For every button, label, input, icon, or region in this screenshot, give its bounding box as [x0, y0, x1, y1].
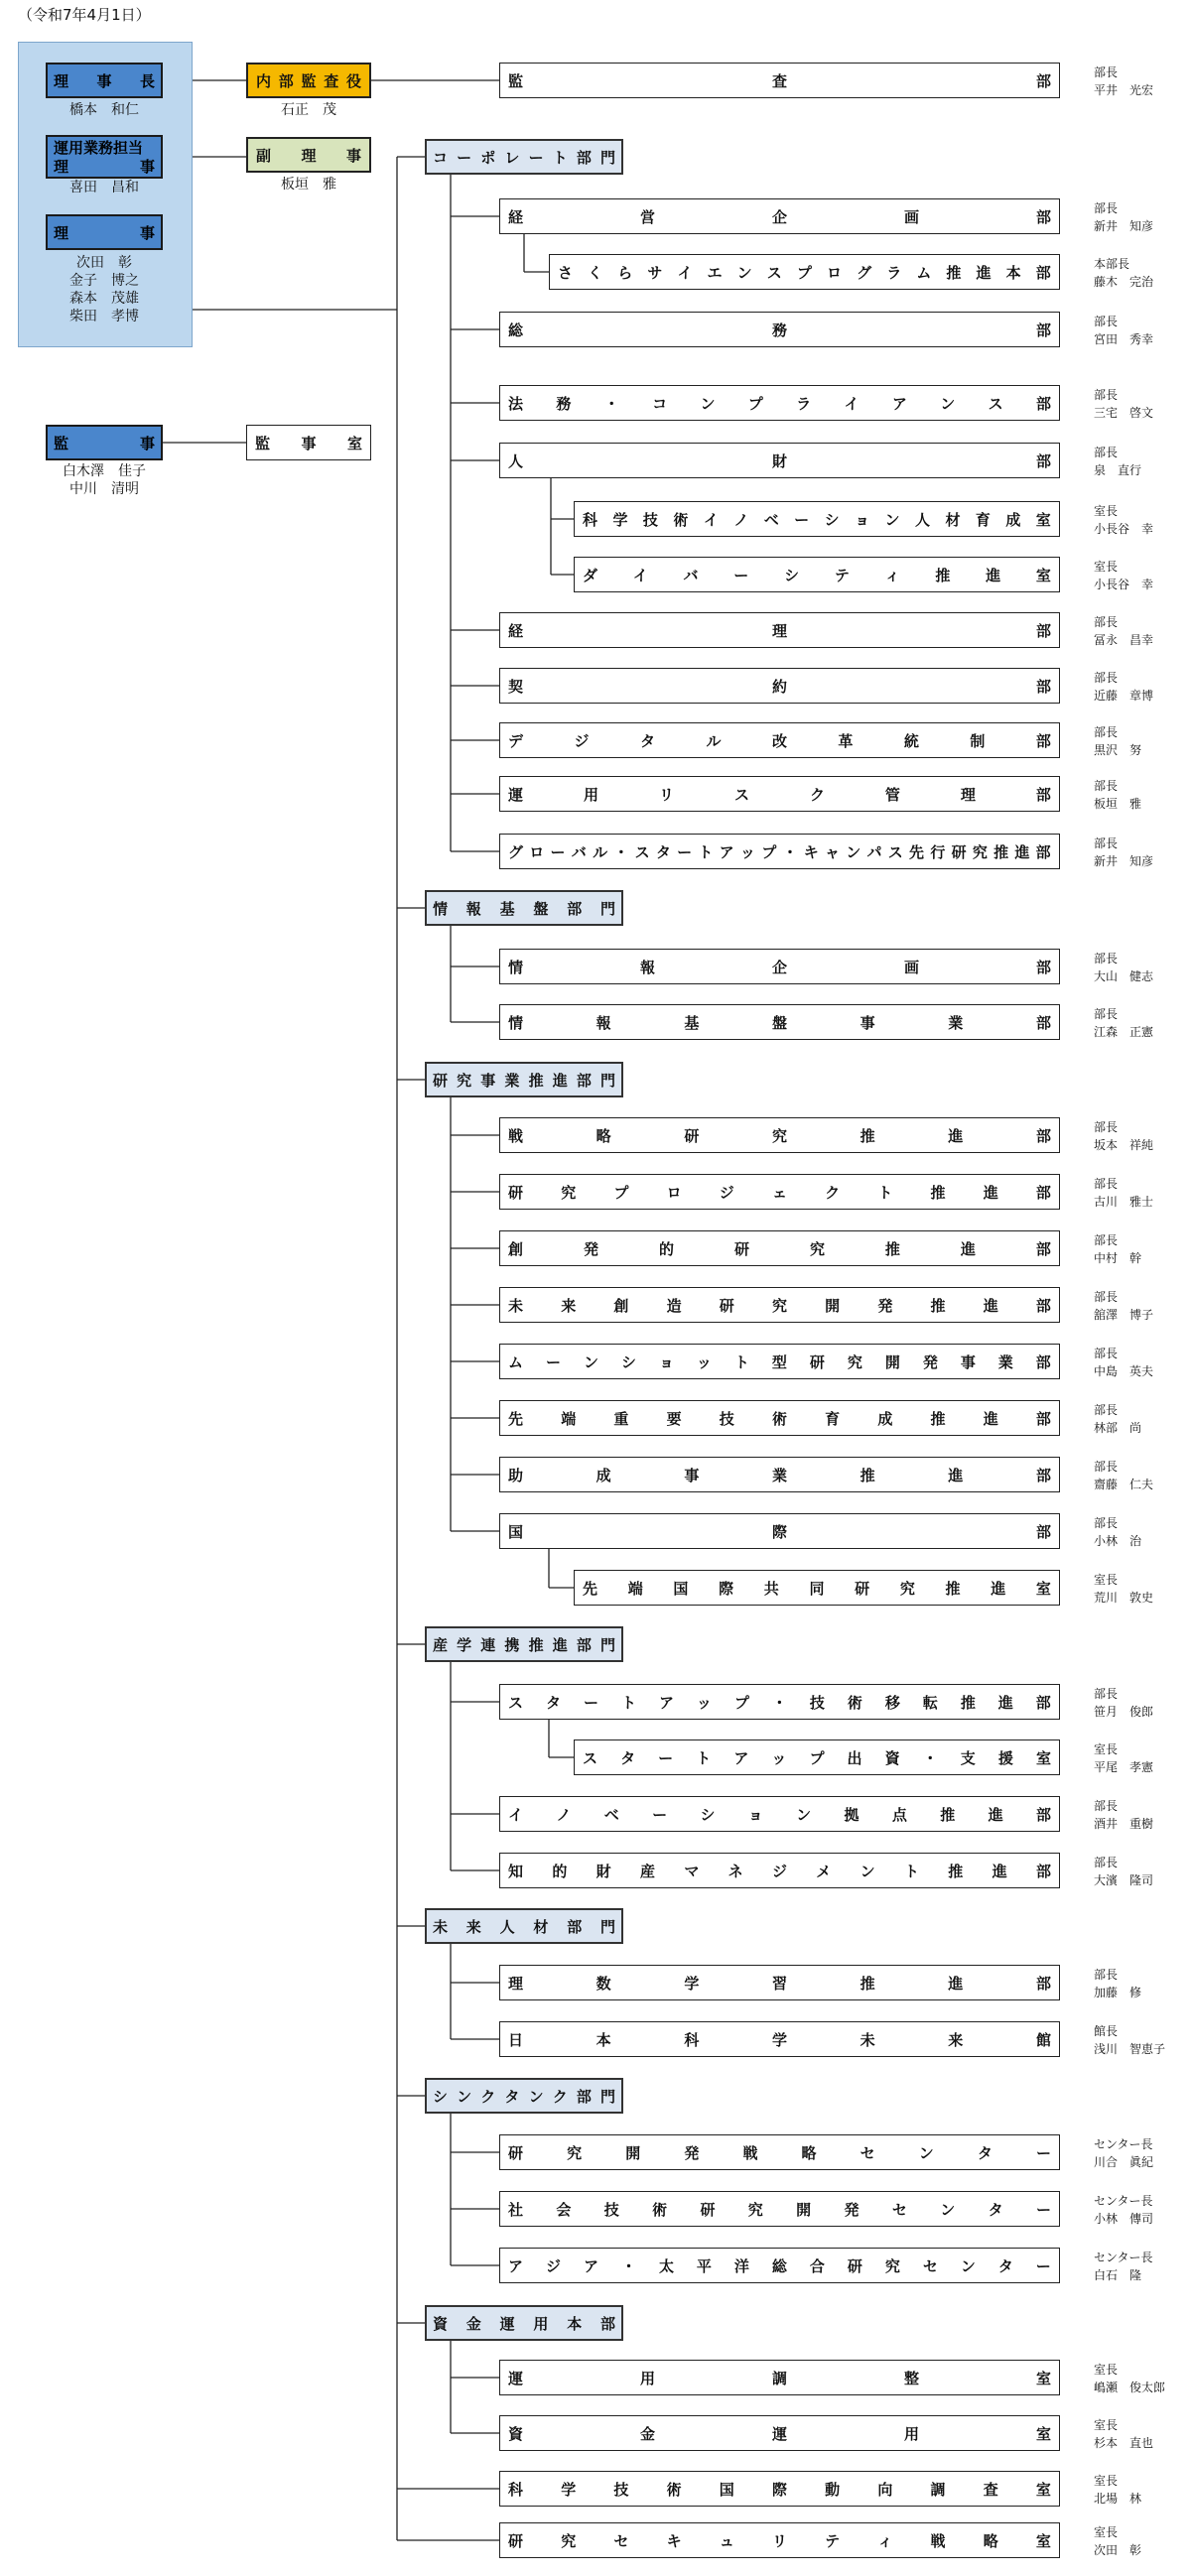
unit-chiteki-role: 部長 — [1094, 1856, 1119, 1869]
unit-mirai-sozo-person: 舘澤 博子 — [1094, 1308, 1154, 1322]
unit-somu — [499, 312, 1060, 347]
unit-sakura — [549, 254, 1060, 290]
unit-risk-head — [1094, 777, 1141, 813]
unit-digital-title: デ ジ タ ル 改 革 統 制 部 — [508, 731, 1051, 750]
unit-sentan-kokusai — [574, 1570, 1060, 1606]
unit-kokusai-doko-role: 室長 — [1094, 2474, 1119, 2488]
unit-global-person: 新井 知彦 — [1094, 854, 1154, 868]
unit-joho-kikaku-head — [1094, 950, 1153, 985]
unit-sentan-kokusai-title: 先 端 国 際 共 同 研 究 推 進 室 — [583, 1579, 1051, 1598]
exec-director-box — [46, 135, 163, 179]
unit-global-head — [1094, 835, 1153, 870]
unit-security-head — [1094, 2523, 1141, 2559]
unit-unyo-chosei — [499, 2360, 1060, 2395]
division-research — [425, 1062, 623, 1097]
division-sangaku-title: 産 学 連 携 推 進 部 門 — [433, 1635, 615, 1654]
unit-startup-shushi-head — [1094, 1740, 1153, 1776]
director-name-2: 金子 博之 — [69, 273, 139, 289]
unit-shikin-unyo — [499, 2415, 1060, 2451]
division-research-title: 研 究 事 業 推 進 部 門 — [433, 1071, 615, 1090]
unit-josei-title: 助 成 事 業 推 進 部 — [508, 1466, 1051, 1484]
unit-risk-title: 運 用 リ ス ク 管 理 部 — [508, 785, 1051, 804]
unit-ristex-person: 小林 傳司 — [1094, 2212, 1154, 2226]
unit-global-role: 部長 — [1094, 837, 1119, 850]
unit-miraikan-role: 館長 — [1094, 2024, 1119, 2038]
unit-kokusai-role: 部長 — [1094, 1516, 1119, 1530]
unit-joho-kikaku-title: 情 報 企 画 部 — [508, 958, 1051, 976]
unit-somu-title: 総 務 部 — [508, 321, 1051, 339]
unit-senryaku — [499, 1117, 1060, 1153]
unit-sentan-head — [1094, 1401, 1141, 1437]
unit-miraikan — [499, 2021, 1060, 2057]
directors-title: 理 事 — [54, 223, 155, 242]
unit-kokusai — [499, 1513, 1060, 1549]
unit-kokusai-doko-head — [1094, 2472, 1141, 2508]
unit-somu-role: 部長 — [1094, 315, 1119, 328]
unit-sohatsu-role: 部長 — [1094, 1233, 1119, 1247]
unit-jinzai-role: 部長 — [1094, 446, 1119, 459]
unit-kokusai-title: 国 際 部 — [508, 1522, 1051, 1541]
unit-ristex-head — [1094, 2192, 1153, 2228]
unit-startup-title: ス タ ー ト ア ッ プ ・ 技 術 移 転 推 進 部 — [508, 1693, 1051, 1712]
unit-risu-role: 部長 — [1094, 1968, 1119, 1982]
unit-keiyaku-role: 部長 — [1094, 671, 1119, 685]
unit-miraikan-head — [1094, 2022, 1165, 2058]
unit-homu — [499, 385, 1060, 421]
division-info — [425, 890, 623, 926]
unit-moonshot — [499, 1344, 1060, 1379]
unit-digital-role: 部長 — [1094, 725, 1119, 739]
unit-crds — [499, 2134, 1060, 2170]
unit-risu-head — [1094, 1966, 1141, 2001]
unit-joho-kiban-person: 江森 正憲 — [1094, 1025, 1154, 1039]
unit-innovation-person: 酒井 重樹 — [1094, 1817, 1154, 1831]
unit-moonshot-person: 中島 英夫 — [1094, 1364, 1154, 1378]
unit-josei-role: 部長 — [1094, 1460, 1119, 1474]
unit-crds-head — [1094, 2135, 1153, 2171]
unit-innovation-role: 部長 — [1094, 1799, 1119, 1813]
unit-joho-kiban-title: 情 報 基 盤 事 業 部 — [508, 1013, 1051, 1032]
unit-sentan-person: 林部 尚 — [1094, 1421, 1142, 1435]
unit-project-role: 部長 — [1094, 1177, 1119, 1191]
unit-sentan-kokusai-role: 室長 — [1094, 1573, 1119, 1587]
unit-josei — [499, 1457, 1060, 1492]
unit-ristex-title: 社 会 技 術 研 究 開 発 セ ン タ ー — [508, 2200, 1051, 2219]
unit-sohatsu — [499, 1230, 1060, 1266]
unit-startup-shushi-person: 平尾 孝憲 — [1094, 1760, 1154, 1774]
audit-office-title: 監 事 室 — [255, 434, 362, 452]
unit-digital-person: 黒沢 努 — [1094, 743, 1142, 757]
unit-sohatsu-person: 中村 幹 — [1094, 1251, 1142, 1265]
unit-keiei-title: 経 営 企 画 部 — [508, 207, 1051, 226]
unit-diversity-title: ダ イ バ ー シ テ ィ 推 進 室 — [583, 566, 1051, 584]
unit-homu-role: 部長 — [1094, 388, 1119, 402]
unit-sohatsu-head — [1094, 1231, 1141, 1267]
unit-startup-role: 部長 — [1094, 1687, 1119, 1701]
division-fund-title: 資 金 運 用 本 部 — [433, 2314, 615, 2333]
unit-innovation-title: イ ノ ベ ー シ ョ ン 拠 点 推 進 部 — [508, 1805, 1051, 1824]
unit-unyo-chosei-head — [1094, 2361, 1165, 2396]
audit-office-box — [246, 425, 371, 460]
unit-kagaku-jinzai-role: 室長 — [1094, 504, 1119, 518]
auditors-box — [46, 425, 163, 460]
unit-risk-person: 板垣 雅 — [1094, 797, 1142, 811]
unit-senryaku-head — [1094, 1118, 1153, 1154]
audit-dept-role: 部長 — [1094, 65, 1119, 79]
unit-joho-kiban-role: 部長 — [1094, 1007, 1119, 1021]
unit-homu-title: 法 務 ・ コ ン プ ラ イ ア ン ス 部 — [508, 394, 1051, 413]
unit-kagaku-jinzai-person: 小長谷 幸 — [1094, 522, 1154, 536]
unit-sakura-title: さ く ら サ イ エ ン ス プ ロ グ ラ ム 推 進 本 部 — [558, 263, 1051, 282]
internal-auditor-box — [246, 63, 371, 98]
unit-senryaku-role: 部長 — [1094, 1120, 1119, 1134]
unit-security-role: 室長 — [1094, 2525, 1119, 2539]
unit-moonshot-title: ム ー ン シ ョ ッ ト 型 研 究 開 発 事 業 部 — [508, 1352, 1051, 1371]
unit-keiei-person: 新井 知彦 — [1094, 219, 1154, 233]
unit-security — [499, 2522, 1060, 2558]
unit-project-person: 古川 雅士 — [1094, 1195, 1154, 1209]
internal-auditor-title: 内 部 監 査 役 — [256, 71, 361, 90]
unit-kokusai-doko — [499, 2471, 1060, 2507]
president-box — [46, 63, 163, 98]
unit-joho-kiban-head — [1094, 1005, 1153, 1041]
unit-sakura-role: 本部長 — [1094, 257, 1130, 271]
auditor-name-1: 白木澤 佳子 — [63, 463, 146, 479]
unit-shikin-unyo-title: 資 金 運 用 室 — [508, 2424, 1051, 2443]
unit-project — [499, 1174, 1060, 1210]
unit-somu-person: 宮田 秀幸 — [1094, 332, 1154, 346]
unit-security-person: 次田 彰 — [1094, 2543, 1142, 2557]
unit-senryaku-person: 坂本 祥純 — [1094, 1138, 1154, 1152]
unit-jinzai — [499, 443, 1060, 478]
unit-sakura-person: 藤木 完治 — [1094, 275, 1154, 289]
unit-sentan-title: 先 端 重 要 技 術 育 成 推 進 部 — [508, 1409, 1051, 1428]
division-sangaku — [425, 1626, 623, 1662]
unit-startup-person: 笹月 俊郎 — [1094, 1705, 1154, 1719]
unit-keiyaku-head — [1094, 669, 1153, 705]
exec-director-title-line1: 運用業務担当 — [54, 139, 144, 157]
unit-project-head — [1094, 1175, 1153, 1211]
unit-chiteki-person: 大濱 隆司 — [1094, 1873, 1154, 1887]
unit-apru — [499, 2248, 1060, 2283]
unit-crds-person: 川合 眞紀 — [1094, 2155, 1154, 2169]
unit-mirai-sozo-title: 未 来 創 造 研 究 開 発 推 進 部 — [508, 1296, 1051, 1315]
unit-diversity-person: 小長谷 幸 — [1094, 578, 1154, 591]
unit-keiei — [499, 198, 1060, 234]
unit-chiteki-title: 知 的 財 産 マ ネ ジ メ ン ト 推 進 部 — [508, 1862, 1051, 1880]
unit-kokusai-person: 小林 治 — [1094, 1534, 1142, 1548]
unit-josei-person: 齋藤 仁夫 — [1094, 1478, 1154, 1491]
unit-unyo-chosei-role: 室長 — [1094, 2363, 1119, 2377]
vice-president-name: 板垣 雅 — [281, 177, 336, 193]
unit-shikin-unyo-role: 室長 — [1094, 2418, 1119, 2432]
unit-shikin-unyo-head — [1094, 2416, 1153, 2452]
unit-jinzai-person: 泉 直行 — [1094, 463, 1142, 477]
unit-ristex — [499, 2191, 1060, 2227]
unit-risk — [499, 776, 1060, 812]
division-corporate — [425, 139, 623, 175]
unit-ristex-role: センター長 — [1094, 2194, 1153, 2208]
unit-keiri-title: 経 理 部 — [508, 621, 1051, 640]
vice-president-title: 副 理 事 — [256, 146, 361, 165]
unit-apru-person: 白石 隆 — [1094, 2268, 1142, 2282]
unit-kokusai-doko-title: 科 学 技 術 国 際 動 向 調 査 室 — [508, 2480, 1051, 2499]
unit-innovation-head — [1094, 1797, 1153, 1833]
unit-project-title: 研 究 プ ロ ジ ェ ク ト 推 進 部 — [508, 1183, 1051, 1202]
unit-apru-role: センター長 — [1094, 2251, 1153, 2264]
unit-joho-kikaku-role: 部長 — [1094, 952, 1119, 966]
unit-keiei-role: 部長 — [1094, 201, 1119, 215]
unit-keiyaku-person: 近藤 章博 — [1094, 689, 1154, 703]
unit-sakura-head — [1094, 255, 1153, 291]
unit-risu — [499, 1965, 1060, 2000]
director-name-1: 次田 彰 — [76, 255, 132, 271]
unit-joho-kiban — [499, 1004, 1060, 1040]
unit-homu-person: 三宅 啓文 — [1094, 406, 1154, 420]
audit-dept-box — [499, 63, 1060, 98]
unit-somu-head — [1094, 313, 1153, 348]
president-name: 橋本 和仁 — [69, 102, 139, 118]
unit-joho-kikaku-person: 大山 健志 — [1094, 969, 1154, 983]
unit-startup-shushi — [574, 1739, 1060, 1775]
division-info-title: 情 報 基 盤 部 門 — [433, 899, 615, 918]
division-mirai-jinzai-title: 未 来 人 材 部 門 — [433, 1917, 615, 1936]
unit-global — [499, 834, 1060, 869]
effective-date: （令和7年4月1日） — [18, 6, 151, 24]
unit-jinzai-head — [1094, 444, 1141, 479]
unit-security-title: 研 究 セ キ ュ リ テ ィ 戦 略 室 — [508, 2531, 1051, 2550]
unit-keiri-person: 冨永 昌幸 — [1094, 633, 1154, 647]
unit-miraikan-person: 浅川 智恵子 — [1094, 2042, 1166, 2056]
exec-director-title-line2: 理 事 — [54, 158, 155, 176]
unit-diversity-head — [1094, 558, 1153, 593]
unit-apru-title: ア ジ ア ・ 太 平 洋 総 合 研 究 セ ン タ ー — [508, 2256, 1051, 2275]
unit-mirai-sozo — [499, 1287, 1060, 1323]
unit-kokusai-doko-person: 北場 林 — [1094, 2492, 1142, 2506]
unit-senryaku-title: 戦 略 研 究 推 進 部 — [508, 1126, 1051, 1145]
unit-unyo-chosei-title: 運 用 調 整 室 — [508, 2369, 1051, 2387]
division-corporate-title: コ ー ポ レ ー ト 部 門 — [433, 148, 615, 167]
unit-kagaku-jinzai-head — [1094, 502, 1153, 538]
unit-josei-head — [1094, 1458, 1153, 1493]
division-thinktank — [425, 2078, 623, 2114]
unit-kagaku-jinzai — [574, 501, 1060, 537]
vice-president-box — [246, 137, 371, 173]
unit-risk-role: 部長 — [1094, 779, 1119, 793]
unit-risu-person: 加藤 修 — [1094, 1986, 1142, 1999]
unit-homu-head — [1094, 386, 1153, 422]
internal-auditor-name: 石正 茂 — [281, 102, 336, 118]
unit-crds-role: センター長 — [1094, 2137, 1153, 2151]
division-thinktank-title: シ ン ク タ ン ク 部 門 — [433, 2087, 615, 2106]
auditor-name-2: 中川 清明 — [69, 481, 139, 497]
unit-digital — [499, 722, 1060, 758]
auditors-title: 監 事 — [54, 434, 155, 452]
directors-box — [46, 214, 163, 250]
unit-keiri-role: 部長 — [1094, 615, 1119, 629]
unit-keiyaku-title: 契 約 部 — [508, 677, 1051, 696]
unit-sentan — [499, 1400, 1060, 1436]
unit-startup-shushi-role: 室長 — [1094, 1742, 1119, 1756]
unit-sentan-role: 部長 — [1094, 1403, 1119, 1417]
unit-sohatsu-title: 創 発 的 研 究 推 進 部 — [508, 1239, 1051, 1258]
unit-mirai-sozo-role: 部長 — [1094, 1290, 1119, 1304]
unit-kokusai-head — [1094, 1514, 1141, 1550]
unit-kagaku-jinzai-title: 科 学 技 術 イ ノ ベ ー シ ョ ン 人 材 育 成 室 — [583, 510, 1051, 529]
division-mirai-jinzai — [425, 1908, 623, 1944]
unit-keiri-head — [1094, 613, 1153, 649]
unit-sentan-kokusai-head — [1094, 1571, 1153, 1607]
president-title: 理 事 長 — [54, 71, 155, 90]
unit-crds-title: 研 究 開 発 戦 略 セ ン タ ー — [508, 2143, 1051, 2162]
unit-risu-title: 理 数 学 習 推 進 部 — [508, 1974, 1051, 1993]
unit-keiyaku — [499, 668, 1060, 704]
audit-dept-name: 平井 光宏 — [1094, 83, 1154, 97]
unit-shikin-unyo-person: 杉本 直也 — [1094, 2436, 1154, 2450]
unit-keiei-head — [1094, 199, 1153, 235]
unit-startup-shushi-title: ス タ ー ト ア ッ プ 出 資 ・ 支 援 室 — [583, 1748, 1051, 1767]
unit-chiteki-head — [1094, 1854, 1153, 1889]
unit-startup — [499, 1684, 1060, 1720]
unit-mirai-sozo-head — [1094, 1288, 1153, 1324]
unit-startup-head — [1094, 1685, 1153, 1721]
unit-digital-head — [1094, 723, 1141, 759]
unit-global-title: グ ロ ー バ ル ・ ス タ ー ト ア ッ プ ・ キ ャ ン パ ス 先 行 研 究 推 進 部 — [508, 842, 1051, 861]
unit-diversity-role: 室長 — [1094, 560, 1119, 574]
division-fund — [425, 2305, 623, 2341]
unit-moonshot-head — [1094, 1345, 1153, 1380]
unit-keiri — [499, 612, 1060, 648]
exec-director-name: 喜田 昌和 — [69, 180, 139, 195]
unit-jinzai-title: 人 財 部 — [508, 451, 1051, 470]
unit-joho-kikaku — [499, 949, 1060, 984]
unit-innovation — [499, 1796, 1060, 1832]
unit-miraikan-title: 日 本 科 学 未 来 館 — [508, 2030, 1051, 2049]
unit-diversity — [574, 557, 1060, 592]
unit-sentan-kokusai-person: 荒川 敦史 — [1094, 1591, 1154, 1605]
unit-unyo-chosei-person: 嶋瀬 俊太郎 — [1094, 2381, 1166, 2394]
unit-moonshot-role: 部長 — [1094, 1347, 1119, 1360]
director-name-3: 森本 茂雄 — [69, 291, 139, 307]
audit-dept-head — [1094, 64, 1153, 99]
director-name-4: 柴田 孝博 — [69, 309, 139, 324]
unit-apru-head — [1094, 2249, 1153, 2284]
audit-dept-title: 監 査 部 — [508, 71, 1051, 90]
unit-chiteki — [499, 1853, 1060, 1888]
